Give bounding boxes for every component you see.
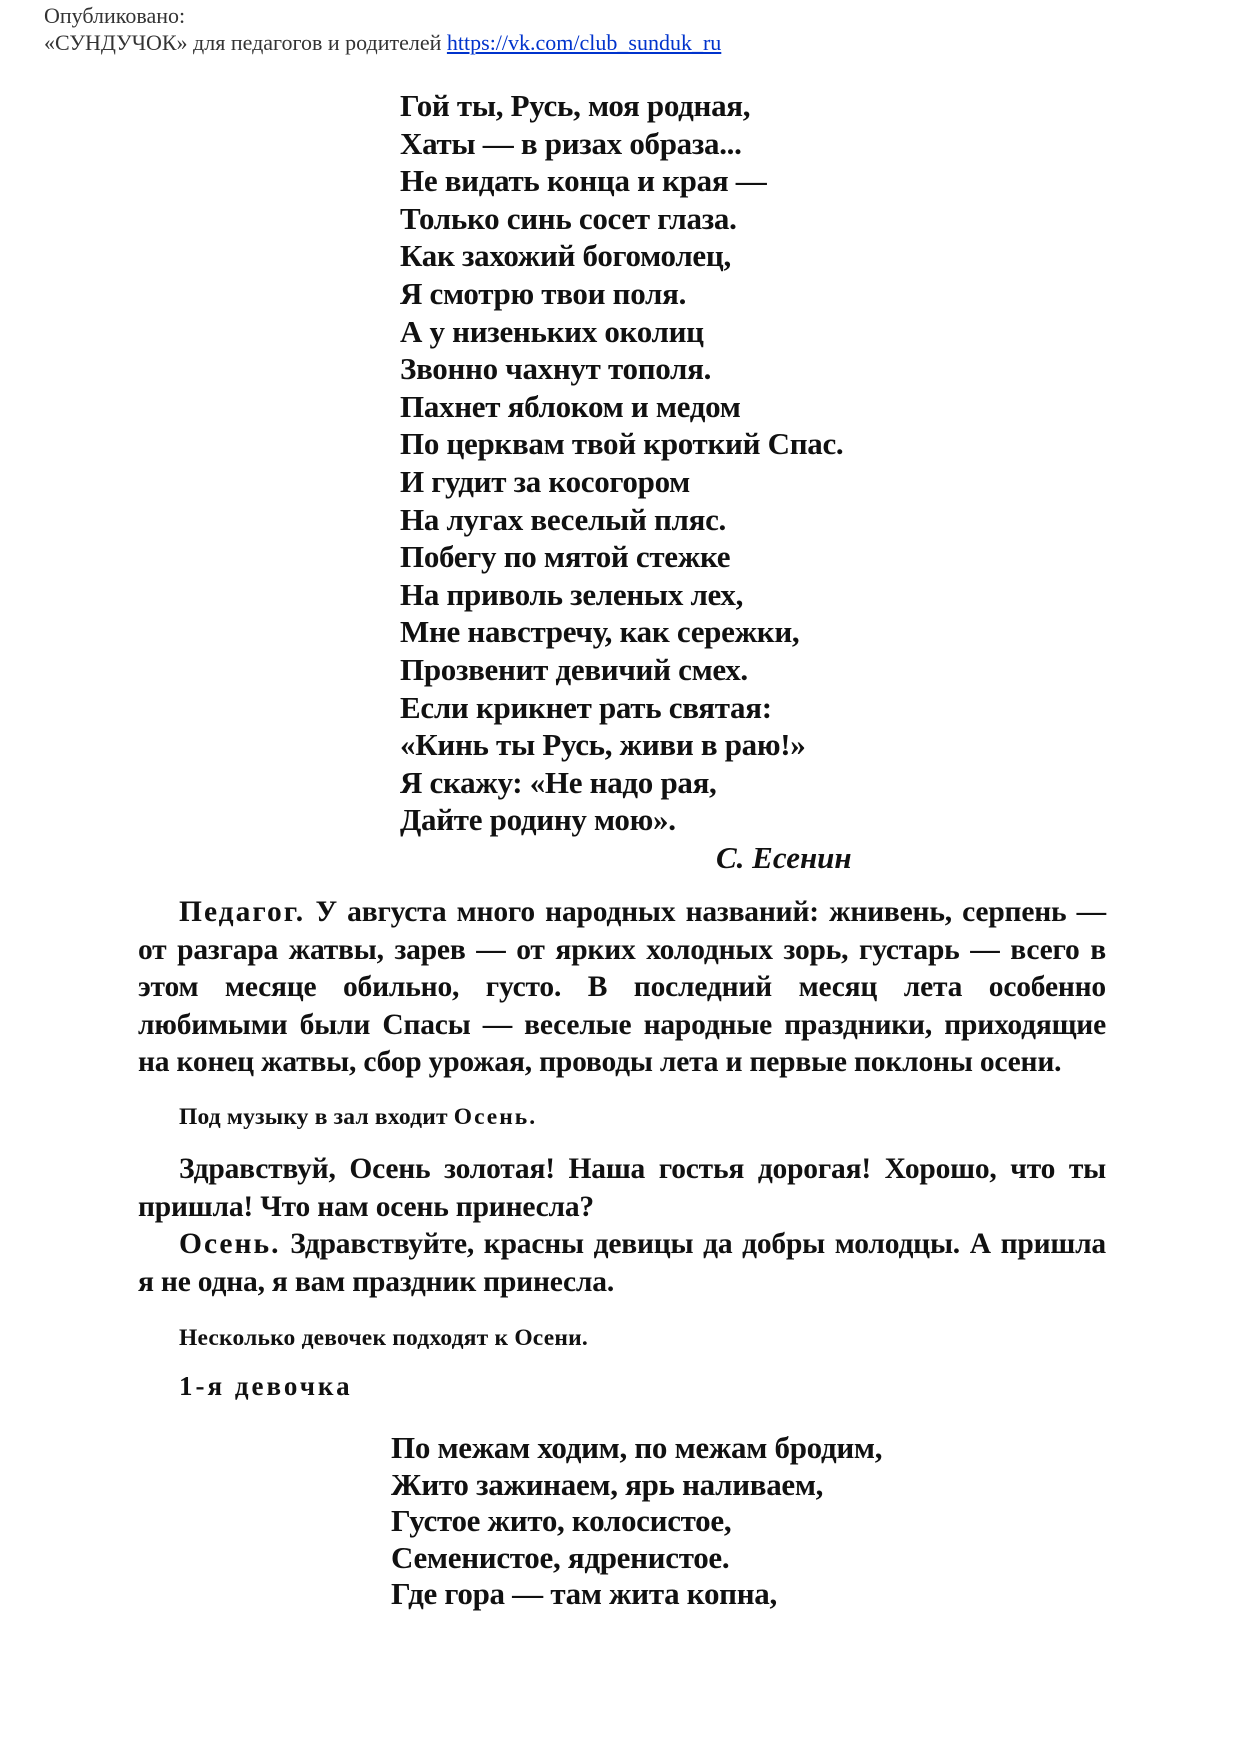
poem-line: Если крикнет рать святая: (400, 689, 772, 725)
published-label: Опубликовано: (44, 3, 186, 28)
paragraph-text: Здравствуй, Осень золотая! Наша гостья дорогая! Хорошо, что ты пришла! Что нам осень принесла? (138, 1153, 1106, 1223)
poem-line: Где гора — там жита копна, (391, 1576, 777, 1611)
poem-line: На приволь зеленых лех, (400, 576, 744, 612)
poem-line: Пахнет яблоком и медом (400, 388, 741, 424)
poem-line: Как захожий богомолец, (400, 238, 731, 274)
role-heading: 1-я девочка (179, 1371, 353, 1401)
poem-line: Только синь сосет глаза. (400, 200, 737, 236)
autumn-paragraph (138, 1226, 1106, 1301)
poem-line: Гой ты, Русь, моя родная, (400, 88, 751, 123)
poem-line: Мне навстречу, как сережки, (400, 614, 800, 650)
stage-direction: Несколько девочек подходят к Осени. (179, 1325, 588, 1351)
source-line (44, 29, 721, 56)
paragraph-text: Здравствуйте, красны девицы да добры молодцы. А пришла я не одна, я вам праздник принесла. (138, 1228, 1106, 1298)
poem-line: Не видать конца и края — (400, 163, 767, 199)
poem-girl (391, 1430, 882, 1613)
poem-line: Я смотрю твои поля. (400, 275, 687, 311)
poem-line: «Кинь ты Русь, живи в раю!» (400, 727, 806, 763)
stage-direction (179, 1104, 537, 1131)
greeting-paragraph (138, 1151, 1106, 1226)
speaker-name: Педагог. (179, 896, 306, 928)
poem-line: Жито зажинаем, ярь наливаем, (391, 1466, 824, 1502)
poem-line: По церквам твой кроткий Спас. (400, 426, 844, 462)
source-text: «СУНДУЧОК» для педагогов и родителей (44, 30, 442, 55)
poem-line: По межам ходим, по межам бродим, (391, 1430, 883, 1465)
poem-esenin (400, 87, 843, 839)
poem-line: И гудит за косогором (400, 463, 690, 499)
poem-line: Хаты — в ризах образа... (400, 125, 742, 161)
poem-line: Побегу по мятой стежке (400, 539, 731, 575)
poem-line: Семенистое, ядренистое. (391, 1539, 730, 1575)
poem-line: Звонно чахнут тополя. (400, 351, 712, 387)
poem-line: Прозвенит девичий смех. (400, 651, 748, 687)
publication-header (44, 2, 721, 56)
poem-line: Я скажу: «Не надо рая, (400, 764, 717, 800)
speaker-name: Осень. (179, 1228, 281, 1260)
poem-author: С. Есенин (716, 840, 852, 875)
poem-line: Дайте родину мою». (400, 802, 676, 838)
paragraph-text: У августа много народных названий: жнивень, серпень — от разгара жатвы, зарев — от ярких холодных зорь, густарь — всего в этом месяце обильно, густо. В последний месяц лета особенно любимыми были Спасы — веселые народные праздники, приходящие на конец жатвы, сбор урожая, проводы лета и первые поклоны осени. (138, 896, 1106, 1078)
teacher-paragraph (138, 894, 1106, 1082)
poem-line: Густое жито, колосистое, (391, 1503, 732, 1538)
stage-direction-text: Под музыку в зал входит (179, 1104, 448, 1130)
stage-direction-name: Осень. (453, 1104, 538, 1130)
poem-line: На лугах веселый пляс. (400, 501, 726, 537)
source-link[interactable]: https://vk.com/club_sunduk_ru (446, 30, 722, 55)
poem-line: А у низеньких околиц (400, 313, 704, 349)
